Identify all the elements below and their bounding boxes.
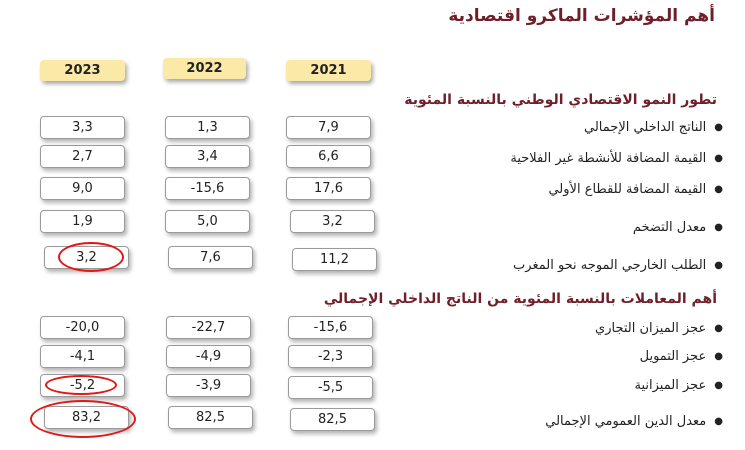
value-cell-2021: -2,3	[288, 345, 373, 368]
value-cell-2022: 5,0	[165, 210, 250, 233]
year-header-2021: 2021	[286, 60, 371, 81]
row-label-text: عجز الميزان التجاري	[595, 321, 707, 336]
row-label-text: القيمة المضافة للقطاع الأولي	[548, 182, 707, 197]
section-title-growth: تطور النمو الاقتصادي الوطني بالنسبة المئوية	[404, 92, 717, 108]
value-cell-2023: 83,2	[44, 406, 129, 429]
value-cell-2022: -3,9	[166, 374, 251, 397]
value-cell-2021: 7,9	[286, 116, 371, 139]
value-cell-2023: -20,0	[40, 316, 125, 339]
value-cell-2023: 1,9	[40, 210, 125, 233]
bullet-icon: ●	[714, 122, 723, 133]
value-cell-2023: -5,2	[40, 374, 125, 397]
row-label-financing-deficit	[423, 349, 723, 364]
row-label-text: عجز التمويل	[639, 349, 707, 364]
row-label-text: معدل التضخم	[632, 220, 707, 235]
bullet-icon: ●	[714, 380, 723, 391]
row-label-primary	[423, 182, 723, 197]
highlight-circle	[58, 242, 124, 272]
value-cell-2021: 3,2	[290, 210, 375, 233]
value-cell-2022: 7,6	[168, 246, 253, 269]
value-cell-2021: -15,6	[288, 316, 373, 339]
row-label-non-agri	[423, 151, 723, 166]
bullet-icon: ●	[714, 351, 723, 362]
bullet-icon: ●	[714, 416, 723, 427]
section-title-transactions: أهم المعاملات بالنسبة المئوية من الناتج الداخلي الإجمالي	[323, 291, 717, 307]
row-label-text: الناتج الداخلي الإجمالي	[584, 120, 707, 135]
row-label-budget-deficit	[423, 378, 723, 393]
row-label-external-demand	[423, 258, 723, 273]
value-cell-2021: 17,6	[286, 177, 371, 200]
page-title: أهم المؤشرات الماكرو اقتصادية	[448, 6, 715, 26]
year-header-2023: 2023	[40, 60, 125, 81]
row-label-public-debt	[423, 414, 723, 429]
value-cell-2022: -15,6	[165, 177, 250, 200]
highlight-circle	[45, 375, 117, 395]
value-cell-2023: 3,3	[40, 116, 125, 139]
value-cell-2022: 82,5	[168, 406, 253, 429]
bullet-icon: ●	[714, 153, 723, 164]
value-cell-2023: 2,7	[40, 145, 125, 168]
row-label-text: القيمة المضافة للأنشطة غير الفلاحية	[510, 151, 707, 166]
year-header-2022: 2022	[163, 58, 246, 79]
row-label-text: الطلب الخارجي الموجه نحو المغرب	[513, 258, 707, 273]
row-label-inflation	[423, 220, 723, 235]
row-label-text: عجز الميزانية	[634, 378, 707, 393]
bullet-icon: ●	[714, 260, 723, 271]
value-cell-2022: 3,4	[165, 145, 250, 168]
highlight-circle	[30, 400, 136, 438]
value-cell-2021: 82,5	[290, 408, 375, 431]
value-cell-2022: 1,3	[165, 116, 250, 139]
value-cell-2023: 9,0	[40, 177, 125, 200]
value-cell-2022: -22,7	[166, 316, 251, 339]
row-label-gdp	[423, 120, 723, 135]
value-cell-2023: -4,1	[40, 345, 125, 368]
bullet-icon: ●	[714, 184, 723, 195]
row-label-text: معدل الدين العمومي الإجمالي	[545, 414, 707, 429]
value-cell-2022: -4,9	[166, 345, 251, 368]
bullet-icon: ●	[714, 323, 723, 334]
value-cell-2021: -5,5	[288, 376, 373, 399]
value-cell-2021: 6,6	[286, 145, 371, 168]
row-label-trade-deficit	[423, 321, 723, 336]
value-cell-2021: 11,2	[292, 248, 377, 271]
bullet-icon: ●	[714, 222, 723, 233]
value-cell-2023: 3,2	[44, 246, 129, 269]
